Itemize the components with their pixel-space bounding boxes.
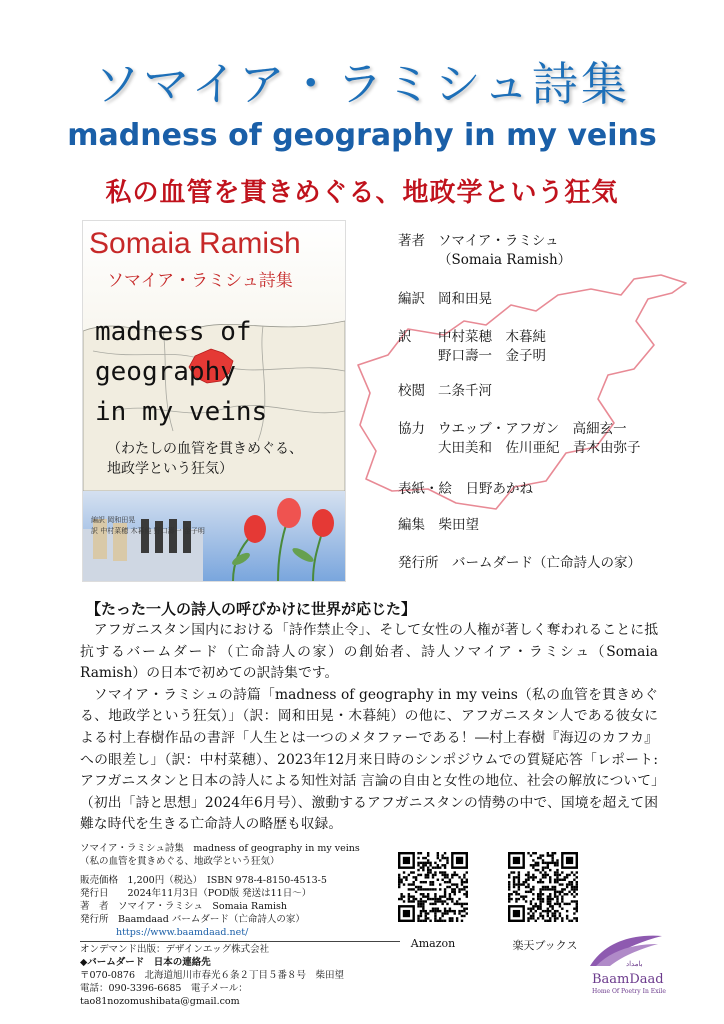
credit-label: 編集 — [398, 517, 425, 533]
cover-title-line-1: madness of — [95, 317, 252, 347]
lead-heading: 【たった一人の詩人の呼びかけに世界が応じた】 — [86, 600, 417, 618]
credit-editing — [398, 516, 479, 535]
credit-value: 柴田望 — [438, 517, 479, 533]
amazon-qr-label: Amazon — [410, 937, 456, 950]
credit-author — [398, 232, 571, 270]
info-date: 発行日 2024年11月3日（POD版 発送は11日～） — [80, 888, 312, 899]
credit-label: 訳 — [398, 329, 412, 345]
cover-series-title: ソマイア・ラミシュ詩集 — [107, 271, 293, 291]
credit-value: ソマイア・ラミシュ — [438, 233, 559, 249]
subtitle-japanese: 私の血管を貫きめぐる、地政学という狂気 — [105, 178, 619, 208]
cover-title-line-2: geography — [95, 357, 236, 387]
title-japanese: ソマイア・ラミシュ詩集 — [94, 57, 630, 111]
credit-editor — [398, 290, 492, 309]
credit-value: 岡和田晃 — [438, 291, 492, 307]
credit-value: 大田美和 佐川亜紀 青木由弥子 — [438, 440, 641, 456]
website-link[interactable]: https://www.baamdaad.net/ — [116, 927, 249, 938]
credit-cooperation — [398, 420, 641, 458]
rakuten-qr-label: 楽天ブックス — [512, 939, 578, 952]
credit-label: 表紙・絵 — [398, 481, 452, 497]
logo-tagline: Home Of Poetry In Exile — [592, 988, 666, 995]
credit-label: 編訳 — [398, 291, 425, 307]
cover-subtitle-line-2: 地政学という狂気） — [107, 461, 233, 477]
credit-publisher — [398, 554, 641, 573]
cover-credits — [91, 515, 241, 537]
credit-label: 著者 — [398, 233, 425, 249]
info-phone: 電話：090-3396-6685 電子メール：tao81nozomushibata@gmail.com — [80, 983, 248, 1007]
cover-author-name: Somaia Ramish — [89, 227, 301, 260]
title-english: madness of geography in my veins — [67, 118, 657, 153]
cover-subtitle — [107, 439, 303, 479]
logo-script: بامداد — [626, 960, 643, 968]
rakuten-qr-code[interactable] — [508, 852, 578, 922]
credit-value: バームダード（亡命詩人の家） — [452, 555, 641, 571]
description-paragraph-1: アフガニスタン国内における「詩作禁止令」、そして女性の人権が著しく奪われることに抵抗するバームダード（亡命詩人の家）の創始者、詩人ソマイア・ラミシュ（Somaia Ramish）の日本で初めての訳詩集です。 — [80, 622, 658, 682]
credit-value: 二条千河 — [438, 383, 492, 399]
credit-label: 発行所 — [398, 555, 439, 571]
credit-translators — [398, 328, 546, 366]
info-printer: オンデマンド出版：デザインエッグ株式会社 — [80, 941, 400, 956]
credit-value: （Somaia Ramish） — [438, 252, 572, 268]
book-cover-image — [82, 220, 346, 582]
info-author: 著 者 ソマイア・ラミシュ Somaia Ramish — [80, 901, 288, 912]
info-contact-title: ◆バームダード 日本の連絡先 — [80, 957, 211, 968]
credit-cover-art — [398, 480, 533, 499]
baamdaad-logo — [586, 930, 666, 1000]
credit-value: 日野あかね — [465, 481, 533, 497]
logo-name: BaamDaad — [592, 972, 664, 987]
info-address: 〒070-0876 北海道旭川市春光６条２丁目５番８号 柴田望 — [80, 970, 345, 981]
afghanistan-outline-map — [336, 265, 696, 515]
description-paragraph-2: ソマイア・ラミシュの詩篇「madness of geography in my veins（私の血管を貫きめぐる、地政学という狂気）」（訳：岡和田晃・木暮純）の他に、アフガニスタン人である彼女による村上春樹作品の書評「人生とは一つのメタファーである！―村上春樹『海辺のカフカ』への眼差し」（訳：中村菜穂）、2023年12月来日時のシンポジウムでの質疑応答「レポート: アフガニスタンと日本の詩人による知性対話 言論の自由と女性の地位、社会の解放について」（初出「詩と思想」2024年6月号）、激動するアフガニスタンの情勢の中で、国境を超えて困難な時代を生きる亡命詩人の略歴も収録。 — [80, 686, 658, 833]
credit-value: 中村菜穂 木暮純 — [438, 329, 546, 345]
publication-info — [80, 842, 400, 1008]
info-price: 販売価格 1,200円（税込） ISBN 978-4-8150-4513-5 — [80, 875, 327, 886]
cover-credit-line-1: 編訳 岡和田晃 — [91, 516, 136, 524]
cover-subtitle-line-1: （わたしの血管を貫きめぐる、 — [107, 441, 303, 457]
credit-value: 野口壽一 金子明 — [438, 348, 546, 364]
info-title: ソマイア・ラミシュ詩集 madness of geography in my veins — [80, 843, 360, 854]
info-subtitle: （私の血管を貫きめぐる、地政学という狂気） — [80, 856, 280, 867]
description-body — [80, 620, 658, 836]
credit-label: 協力 — [398, 421, 425, 437]
cover-title-line-3: in my veins — [95, 397, 268, 427]
amazon-qr-code[interactable] — [398, 852, 468, 922]
info-publisher: 発行所 Baamdaad バームダード（亡命詩人の家） — [80, 914, 305, 925]
credit-label: 校閲 — [398, 383, 425, 399]
cover-credit-line-2: 訳 中村菜穂 木暮純 野口壽一 金子明 — [91, 527, 205, 535]
credit-proofreader — [398, 382, 492, 401]
credit-value: ウエッブ・アフガン 高細玄一 — [438, 421, 627, 437]
